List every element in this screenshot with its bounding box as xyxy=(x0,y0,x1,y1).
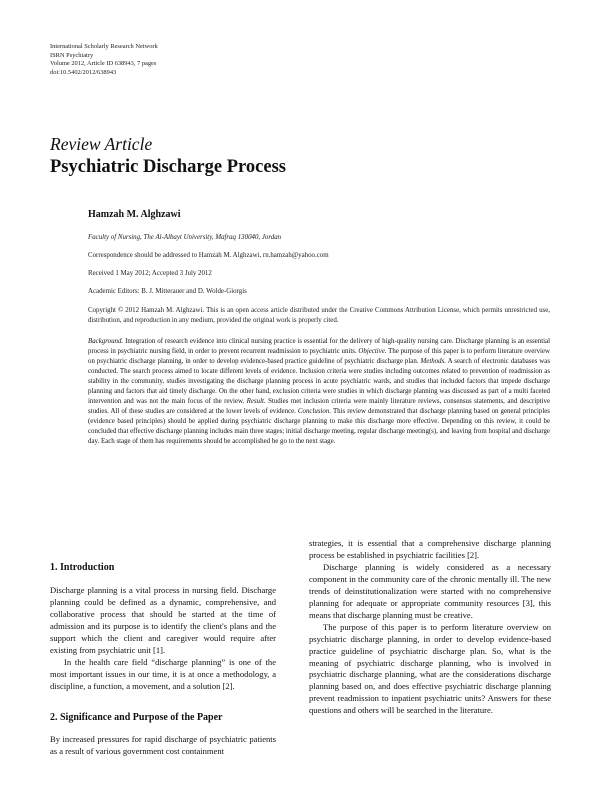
abstract-conclusion-text: This review demonstrated that discharge planning based on general principles (evidence based principles) should be applied during psychiatric discharge planning to make this discharge more effective. Depending on this review, it could be concluded that effective discharge planning includes main three stages; initial discharge meeting, regular discharge meeting(s), and leaving from hospital and discharge day. Each stage of them has requirements should be accomplished be go to the next stage. xyxy=(88,408,550,446)
right-column xyxy=(309,538,551,717)
copyright-notice: Copyright © 2012 Hamzah M. Alghzawi. This is an open access article distributed under the Creative Commons Attribution License, which permits unrestricted use, distribution, and reproduction in any medium, provided the original work is properly cited. xyxy=(88,307,550,324)
significance-paragraph-2: Discharge planning is widely considered as a necessary component in the community care of the chronic mentally ill. The new trends of deinstitutionalization were started with no comprehensive planning for adequate or appropriate community resources [3], this means that discharge planning must be creative. xyxy=(309,561,551,620)
journal-doi: doi:10.5402/2012/638943 xyxy=(50,68,117,76)
significance-paragraph-1: By increased pressures for rapid discharge of psychiatric patients as a result of various government cost containment xyxy=(50,733,276,756)
section-heading-introduction: 1. Introduction xyxy=(50,562,115,573)
journal-header xyxy=(50,43,158,77)
left-column xyxy=(50,562,276,757)
received-accepted-dates: Received 1 May 2012; Accepted 3 July 2012 xyxy=(88,270,212,277)
author-affiliation: Faculty of Nursing, The Al-Albayt University, Mafraq 130040, Jordan xyxy=(88,234,282,241)
correspondence-line: Correspondence should be addressed to Hamzah M. Alghzawi, rn.hamzah@yahoo.com xyxy=(88,252,329,259)
journal-network: International Scholarly Research Network xyxy=(50,43,158,50)
academic-editors: Academic Editors: B. J. Mitterauer and D. Wolde-Giorgis xyxy=(88,288,247,295)
abstract-methods-label: Methods. xyxy=(420,358,446,366)
article-title: Psychiatric Discharge Process xyxy=(50,157,286,177)
article-type: Review Article xyxy=(50,134,153,154)
abstract-result-label: Result. xyxy=(246,398,266,406)
author-name: Hamzah M. Alghzawi xyxy=(88,209,181,220)
abstract xyxy=(88,337,550,448)
significance-paragraph-3: The purpose of this paper is to perform literature overview on psychiatric discharge planning, in order to develop evidence-based practice guideline of psychiatric discharge plan. So, what is the meaning of psychiatric discharge planning, who is involved in psychiatric discharge planning, what are the considerations discharge planning based on, and does effective psychiatric discharge planning prevent readmission to inpatient psychiatric units? Answers for these questions and others will be searched in the literature. xyxy=(309,621,551,716)
abstract-background-label: Background. xyxy=(88,338,124,345)
abstract-methods-text: A search of electronic databases was conducted. The search process aimed to locate different levels of evidence. Inclusion criteria were studies including outcomes related to prevention of readmission as stability in the community, studies investigating the discharge planning process in acute psychiatric wards, and studies that included factors that impede discharge planning and factors that aid timely discharge. On the other hand, exclusion criteria were studies in which discharge planning was discussed as part of a multi faceted intervention and was not the main focus of the review. xyxy=(88,358,551,406)
significance-paragraph-1-continued: strategies, it is essential that a comprehensive discharge planning process be established in psychiatric facilities [2]. xyxy=(309,538,551,560)
journal-volume: Volume 2012, Article ID 638943, 7 pages xyxy=(50,60,157,68)
intro-paragraph-1: Discharge planning is a vital process in nursing field. Discharge planning could be defined as a dynamic, comprehensive, and collaborative process that should be started at the time of admission and its purpose is to identify the client's plans and the support which the client and caregiver would require after existing from psychiatric unit [1]. xyxy=(50,585,276,655)
section-heading-significance: 2. Significance and Purpose of the Paper xyxy=(50,711,223,723)
journal-name: ISRN Psychiatry xyxy=(50,51,94,59)
abstract-objective-text: The purpose of this paper is to perform literature overview on psychiatric discharge planning, in order to develop evidence-based practice guideline of psychiatric discharge plan. xyxy=(88,348,550,366)
abstract-result-text: Studies met inclusion criteria were mainly literature reviews, consensus statements, and descriptive studies. All of these studies are considered at the lower levels of evidence. xyxy=(88,398,551,416)
abstract-background-text: Integration of research evidence into clinical nursing practice is essential for the delivery of high-quality nursing care. Discharge planning is an essential process in psychiatric nursing field, in order to prevent recurrent readmission to psychiatric units. xyxy=(88,338,550,356)
intro-paragraph-2: In the health care field “discharge planning” is one of the most important issues in our time, it is at once a methodology, a discipline, a function, a movement, and a solution [2]. xyxy=(50,656,276,691)
abstract-conclusion-label: Conclusion. xyxy=(297,408,332,416)
abstract-objective-label: Objective. xyxy=(358,348,387,356)
